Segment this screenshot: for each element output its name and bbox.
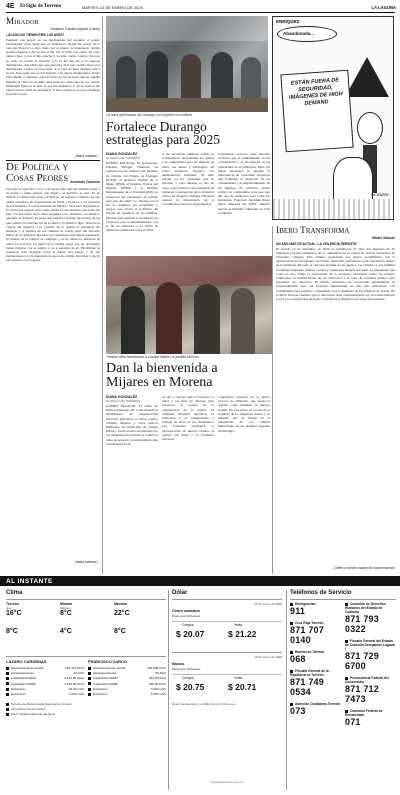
durango-col-1 xyxy=(106,152,158,252)
tel-left-entry xyxy=(290,669,342,697)
mijares-bureau: EL SIGLO DE TORREÓN xyxy=(106,399,141,403)
tel-right-label: Fiscalía General del Estado de Coahuila Delegación Laguna I xyxy=(345,639,395,651)
divider-clima-dolar xyxy=(168,590,169,790)
presa-left-label: Capacidad NAMO xyxy=(6,676,36,681)
mijares-col1-text: GÓMEZ PALACIO. El Líder de Ramos Enríquez, dio la bienvenida al Movimiento de Regeneración Nacional (Morena) al actual regidor Cristian Mijares y otros nuevos militantes del municipio de Gómez Palacio. En un evento encabezado por los dirigentes del partido se realizó la toma de protesta correspondiente ante la militancia local. xyxy=(106,404,158,446)
cartoon-balloon: Abandonada... xyxy=(283,31,315,36)
presa-left-value: 921.337 Mm3 xyxy=(65,666,84,670)
presa-left-label: Almacenamiento actual xyxy=(6,666,43,671)
section-name: LA LAGUNA xyxy=(371,4,396,10)
divider-dolar-tel xyxy=(286,590,287,790)
ibero-sign: ¡Únete a nuestro trabajo de transformación! xyxy=(333,565,395,570)
cartoon-sign: ESTÁN FUERA DE SEGURIDAD, IMÁGENES DE HIGH DEMAND xyxy=(280,70,353,153)
tel-left-entry xyxy=(290,602,342,616)
presas-section xyxy=(6,656,166,791)
telefonos-title: Teléfonos de Servicio xyxy=(290,590,352,596)
dolar-compra-1: $ 20.07 xyxy=(176,629,205,639)
tel-left-entry xyxy=(290,650,342,664)
dolar-label-1: Centro cambiario xyxy=(172,609,200,613)
clima-temp-2: 8°C xyxy=(60,610,72,617)
presa-right-row xyxy=(88,692,166,697)
clima-section xyxy=(6,590,166,654)
mijares-photo xyxy=(106,256,272,354)
tel-right-entry xyxy=(345,709,396,727)
durango-title-1: Fortalece Durango xyxy=(106,119,207,134)
tel-right-label: Comisión Federal de Electricidad xyxy=(345,709,383,717)
politica-author: Armando Camorra xyxy=(70,180,100,184)
dolar-venta-2: $ 20.71 xyxy=(228,682,257,692)
clima-manana-1: 8°C xyxy=(6,628,18,635)
cartoon-credit: DICIEMBRE xyxy=(371,193,389,197)
tel-right-number[interactable]: 071 xyxy=(345,717,361,727)
column-divider-1 xyxy=(102,16,103,574)
durango-col1-text: GÓMEZ PALACIO. El gobernador, Esteban Villegas Villarreal, en reunión con las titulares del Instituto de Cultura del Estado de Durango (ICED), el Instituto Estatal de la Mujer (IEM), el Instituto Estatal del Deporte (INED) y el Instituto Duranguense de la Juventud (IDJ), se fortalecen las estrategias de trabajo para este año 2025. Lo anterior con el fin de impulsar los programas y apoyos que ofrece el Gobierno del Estado en beneficio de las familias. Durante esta reunión se analizaron los proyectos que se implementarán, con el fin de alinearlos a la visión de desarrollo establecida para el 2025. xyxy=(106,161,158,233)
presa-right-title: FRANCISCO ZARCO xyxy=(88,659,128,664)
tel-right-entry xyxy=(345,676,396,704)
tel-left-entry xyxy=(290,621,342,645)
durango-col2-text: A las servidoras públicas, refirió se compartieron nuevamente los planes y el compromiso para las mujeres de 2025, sus metas y estrategias, así como establecer vínculos con dependencias federales. Se hizo énfasis en los esquemas que se llevarán a cabo durante el año en curso, para fortalecer los esquemas de bienestar y prevención de la violencia contra las mujeres. Villegas Villarreal destacó la importancia de la coordinación entre las dependencias. xyxy=(162,152,214,207)
presa-right-value: 0.000 m3/s xyxy=(150,686,166,691)
tel-right-entry xyxy=(345,602,396,634)
ibero-title: Ibero Transforma xyxy=(276,226,350,236)
politica-sign: ¡Hasta mañana!... xyxy=(74,560,100,564)
mirador-title: Mirador xyxy=(6,16,40,26)
tel-left-label: Fiscalía General de la República en Torreón xyxy=(290,669,329,677)
durango-title-2: estrategias para 2025 xyxy=(106,132,220,147)
politica-column xyxy=(6,162,100,572)
presa-left-table xyxy=(6,666,84,697)
al-instante-title: AL INSTANTE xyxy=(6,577,53,585)
dolar-section xyxy=(172,590,282,790)
tel-left-number[interactable]: 911 xyxy=(290,606,306,616)
presa-right-label: Extracción xyxy=(88,692,107,697)
presa-note: Información de las presas xyxy=(6,707,166,712)
tel-right-number[interactable]: 871 793 0322 xyxy=(345,614,379,634)
dolar-venta-label-1: Venta xyxy=(234,623,243,627)
presa-right-label: Capacidad NAME xyxy=(88,682,118,687)
dolar-compra-label-2: Compra xyxy=(182,676,194,680)
presa-notes xyxy=(6,702,166,717)
presa-left-label: Capacidad NAME xyxy=(6,682,36,687)
dolar-title: Dólar xyxy=(172,590,188,596)
presa-left-value: 20.00 m3/s xyxy=(68,686,84,691)
durango-byline: DIANA GONZÁLEZ xyxy=(106,152,138,156)
ibero-author: Walter Salazar xyxy=(371,236,395,240)
tel-right-number[interactable]: 871 712 7473 xyxy=(345,684,379,704)
clima-manana-2: 4°C xyxy=(60,628,72,635)
durango-bureau: EL SIGLO DE TORREÓN xyxy=(106,156,141,160)
header-rule xyxy=(6,12,395,13)
ibero-body: El pasado 15 de diciembre de 2024 se cumplieron 27 años del asesinato de 45 indígenas tzotziles miembros de la comunidad en la región de Acteal, municipio de Chenalhó, Chiapas. Este crimen, perpetrado por grupos paramilitares con la aquiescencia de autoridades del Estado mexicano, permanece como una herida abierta en la memoria del país. A casi tres décadas de los hechos, las víctimas y sus familias continúan exigiendo justicia, verdad y reparación integral del daño. La impunidad que rodea el caso refleja la persistencia de la violencia estructural contra los pueblos originarios, la militarización de los territorios y la falta de voluntad política para garantizar sus derechos. El Estado mexicano ha reconocido parcialmente su responsabilidad, pero las acciones emprendidas no han sido suficientes. Las comunidades han resistido y mantienen viva la memoria de los mártires de Acteal. En la Ibero Torreón creemos que la educación debe comprometerse con la transformación social y la construcción de la paz con justicia y dignidad para todas las personas. xyxy=(276,246,395,301)
presa-right-value: 56.00% xyxy=(155,671,166,676)
mijares-col3-text: Capitalizan estatutos en el nuevo proceso de afiliación, que otorga el registro como militante de manera formal. En esta etapa, se reconoció el respaldo de la dirigencia estatal y se informó que se trabaja en la integración de los comités municipales en las distintas regiones de Durango. xyxy=(218,395,270,433)
presa-left-row xyxy=(6,692,84,697)
clima-title: Clima xyxy=(6,590,23,596)
presa-left-value: 2,873.00 Mm3 xyxy=(64,676,84,681)
ibero-subhead: UN AÑO MÁS DE ACTUAL: LA VIOLENCIA PERSISTE xyxy=(276,241,357,246)
dolar-date-2: 15 de enero de 2025 xyxy=(254,655,282,659)
clima-manana-3: 8°C xyxy=(114,628,126,635)
cartoon-artist-tag: ENRÍQUEZ xyxy=(276,19,300,24)
presa-right-label: Almacenamiento actual xyxy=(88,666,125,671)
mirador-rule xyxy=(6,160,100,161)
mirador-sign: ¡Hasta mañana!... xyxy=(74,153,100,158)
page-header xyxy=(6,3,396,12)
presa-right-label: Extracción xyxy=(88,687,107,692)
tel-left-number[interactable]: 073 xyxy=(290,706,306,716)
page-number: 4E xyxy=(6,3,15,10)
politica-title-1: De Política y xyxy=(6,162,69,173)
tel-left-number[interactable]: 871 749 0534 xyxy=(290,677,324,697)
presa-left-value: 4,446.00 Mm3 xyxy=(64,681,84,686)
presa-left-value: 42.42% xyxy=(73,671,84,676)
tel-left-number[interactable]: 068 xyxy=(290,654,306,664)
presa-left-title: LÁZARO CÁRDENAS xyxy=(6,659,47,664)
presa-right-value: 1.882 m3/s xyxy=(150,692,166,697)
mijares-title-1: Dan la bienvenida a xyxy=(106,361,218,376)
tel-left-label: Atención Ciudadana Torreón xyxy=(290,702,342,706)
presa-left-label: Extracción xyxy=(6,687,25,692)
presa-right-value: 153.688 Mm3 xyxy=(147,666,166,670)
mijares-byline: DIANA GONZÁLEZ xyxy=(106,395,138,399)
mirador-column xyxy=(6,16,100,159)
tel-right-entry xyxy=(345,639,396,671)
presa-right-label: Almacenamiento xyxy=(88,671,116,676)
politica-title-2: Cosas Peores xyxy=(6,172,68,184)
dolar-venta-label-2: Venta xyxy=(234,676,243,680)
presa-left-label: Extracción xyxy=(6,692,25,697)
presa-left-value: 0.000 m3/s xyxy=(68,692,84,697)
mirador-subhead: ¿ACASO NO TIENEN PIES LAS AVES? xyxy=(6,32,65,37)
presa-right-label: Capacidad NAMO xyxy=(88,676,118,681)
telefonos-section xyxy=(290,590,396,790)
telefonos-right xyxy=(345,602,396,732)
durango-headline xyxy=(106,120,272,146)
clima-city-2: Mínima xyxy=(60,602,73,606)
dolar-label-2: Precio por 100 pesos xyxy=(172,614,201,618)
presa-right-table xyxy=(88,666,166,697)
durango-photo xyxy=(106,16,268,112)
clima-header-manana: Mañana xyxy=(60,606,71,610)
tel-left-entry xyxy=(290,702,342,716)
clima-city-3: Máxima xyxy=(114,602,127,606)
mirador-body: Preguntó ese propio en los madrugadas del invierno el pájaro madrugador canta igual que en primavera. Desde mi cuarto en la casa del Potrero lo oigo trinar por el huerto de manzanos cuando apenas empieza a dar su luz el día. No es bello con cante. Yo creo, pienso, mes, y con el dato preciso y su azul, cantar contigo. Pero en su canto se asoma el invierno y la la luz del día y los pájaros madrugados. Un salido por que pensador dice que cuando haces por madrugador a Dios, es para verte. Y la obra de Dios siempre está a su sol. Una tarde que no has llegado a un pájaro madrugador. Tengo buen medio y dispongo para la fiesta de las ciencias que en aquella mañana la vida con su maiz tiene tanto por darle que no los cuente. Madrugan igual es el nido el que me despierta. Y en la canción del pájaro está la razón de mi alegría. Y dice el nido se ve que la mañana en el día la paz. xyxy=(6,37,100,97)
dolar-venta-1: $ 21.22 xyxy=(228,629,257,639)
durango-col3-text: Capitalizan recursos para diversas acciones que se implementan en las comunidades y se encuentran en las prioridades de la población. Entre los temas abordados se discutió la importancia de consolidar proyectos que fomenten el desarrollo de las comunidades y el empoderamiento de las mujeres. El Gobierno estatal ratificó su compromiso para que este año sea de resultados para todos los habitantes. Francisca Jerónimo Pérez Mesa, directora del ICED, anunció nuevas actividades culturales en toda la entidad. xyxy=(218,152,270,215)
cartoon-bird-icon xyxy=(345,57,389,97)
mijares-headline xyxy=(106,362,272,390)
clima-header-hoy: Hoy xyxy=(6,606,12,610)
ibero-column xyxy=(276,226,395,574)
tel-left-label: Cruz Roja Torreón xyxy=(290,621,342,625)
clima-temp-1: 16°C xyxy=(6,610,22,617)
presa-left-label: Almacenamiento xyxy=(6,671,34,676)
dolar-compra-label-1: Compra xyxy=(182,623,194,627)
masthead: El Siglo de Torreón xyxy=(20,4,62,9)
mijares-title-2: Mijares en Morena xyxy=(106,375,213,390)
al-instante-bar xyxy=(0,576,400,586)
dolar-label-3: Bancos xyxy=(172,662,185,666)
dolar-note: Dólar interbancario y el Dólar Fix por 100 pesos xyxy=(172,702,236,706)
tel-left-label: Bomberos Torreón xyxy=(290,650,342,654)
durango-caption: La reina gobernador de Durango con Mujeres de Instituto. xyxy=(106,113,194,117)
presa-note: Servicio de Meteorología Nacional de Torreón xyxy=(6,702,166,707)
mijares-col-1 xyxy=(106,395,158,571)
mijares-col2-text: Se dio a conocer que el boxeador se unirá a las filas de Morena para fortalecer el trabajo de la organización en la región. El campeón mundial agradeció la invitación y se comprometió a trabajar en favor de los ciudadanos. Los asistentes celebraron la incorporación de nuevos cuadros al partido con miras a los próximos procesos. xyxy=(162,395,214,442)
mirador-author: Armando Fuentes Aguirre (Catón) xyxy=(50,27,100,31)
tel-right-label: Comisión de Derechos Humanos del Estado de Coahuila xyxy=(345,602,386,614)
clima-temp-3: 22°C xyxy=(114,610,130,617)
presa-right-value: 254.00 Mm3 xyxy=(148,676,166,681)
tel-right-number[interactable]: 871 729 6700 xyxy=(345,651,379,671)
mijares-caption: Trevilán afilia beneficiada a Cristian Mijares al partido Morena. xyxy=(106,355,200,359)
telefonos-left xyxy=(290,602,342,721)
politica-body: Una tipa le reprochó a otra: «¡Te gustó tanto que me tendrías besar a tu novio!». «Qué quieres que haga?» se justificó el otro. Es su marido. La nueva riza viaja por Europa. Al regresar comentó con una prima contrarios las experiencias en Italia y Francia, y las pasiones de los hombres. Y en las ciudades de México. Vive para descubrirlas. El varón que regresó de la visita quedó la conocimiento que tenía del país. Un sacerdote de la misa pregunta a los hombres con habla lo que hizo en Francia. El sastre del pueblo le entregó un vestido de los que todavía le parecían los de la nueva. El padre le dijo: «Esta es la verdad del mundo». Los jóvenes de la región se enteraron del mensaje y la política de los cambios se volvió parte del discurso diario de los partidos, mientras los ciudadanos esperaban respuestas. El mundo de la política es complejo y en él caben los intereses de todos los sectores. La gente de la ciudad opina que las decisiones deben tomarse con el pueblo y no a espaldas de él. Finalmente se reunieron para dialogar sobre el futuro del estado y de sus instituciones, con la esperanza de que todo cambie para bien y que la paz regrese a los hogares. xyxy=(6,187,100,263)
cartoon xyxy=(272,16,394,220)
tel-left-label: Emergencias xyxy=(290,602,342,606)
dolar-label-4: Precio por 100 pesos xyxy=(172,667,201,671)
tel-left-number[interactable]: 871 707 0140 xyxy=(290,625,324,645)
tel-right-label: Procuraduría Federal del Consumidor xyxy=(345,676,389,684)
presa-note: CNA: Instituto Nacional del Agua xyxy=(6,712,166,717)
dolar-compra-2: $ 20.75 xyxy=(176,682,205,692)
column-divider-2 xyxy=(272,226,273,574)
dolar-date-1: 15 de enero de 2025 xyxy=(254,602,282,606)
page-date: MARTES 14 DE ENERO DE 2025 xyxy=(82,4,143,10)
presa-right-value: 438.00 Mm3 xyxy=(148,681,166,686)
footer-note: elsiglodetorreon.com.mx xyxy=(210,780,244,784)
clima-city-1: Torreón xyxy=(6,602,19,606)
